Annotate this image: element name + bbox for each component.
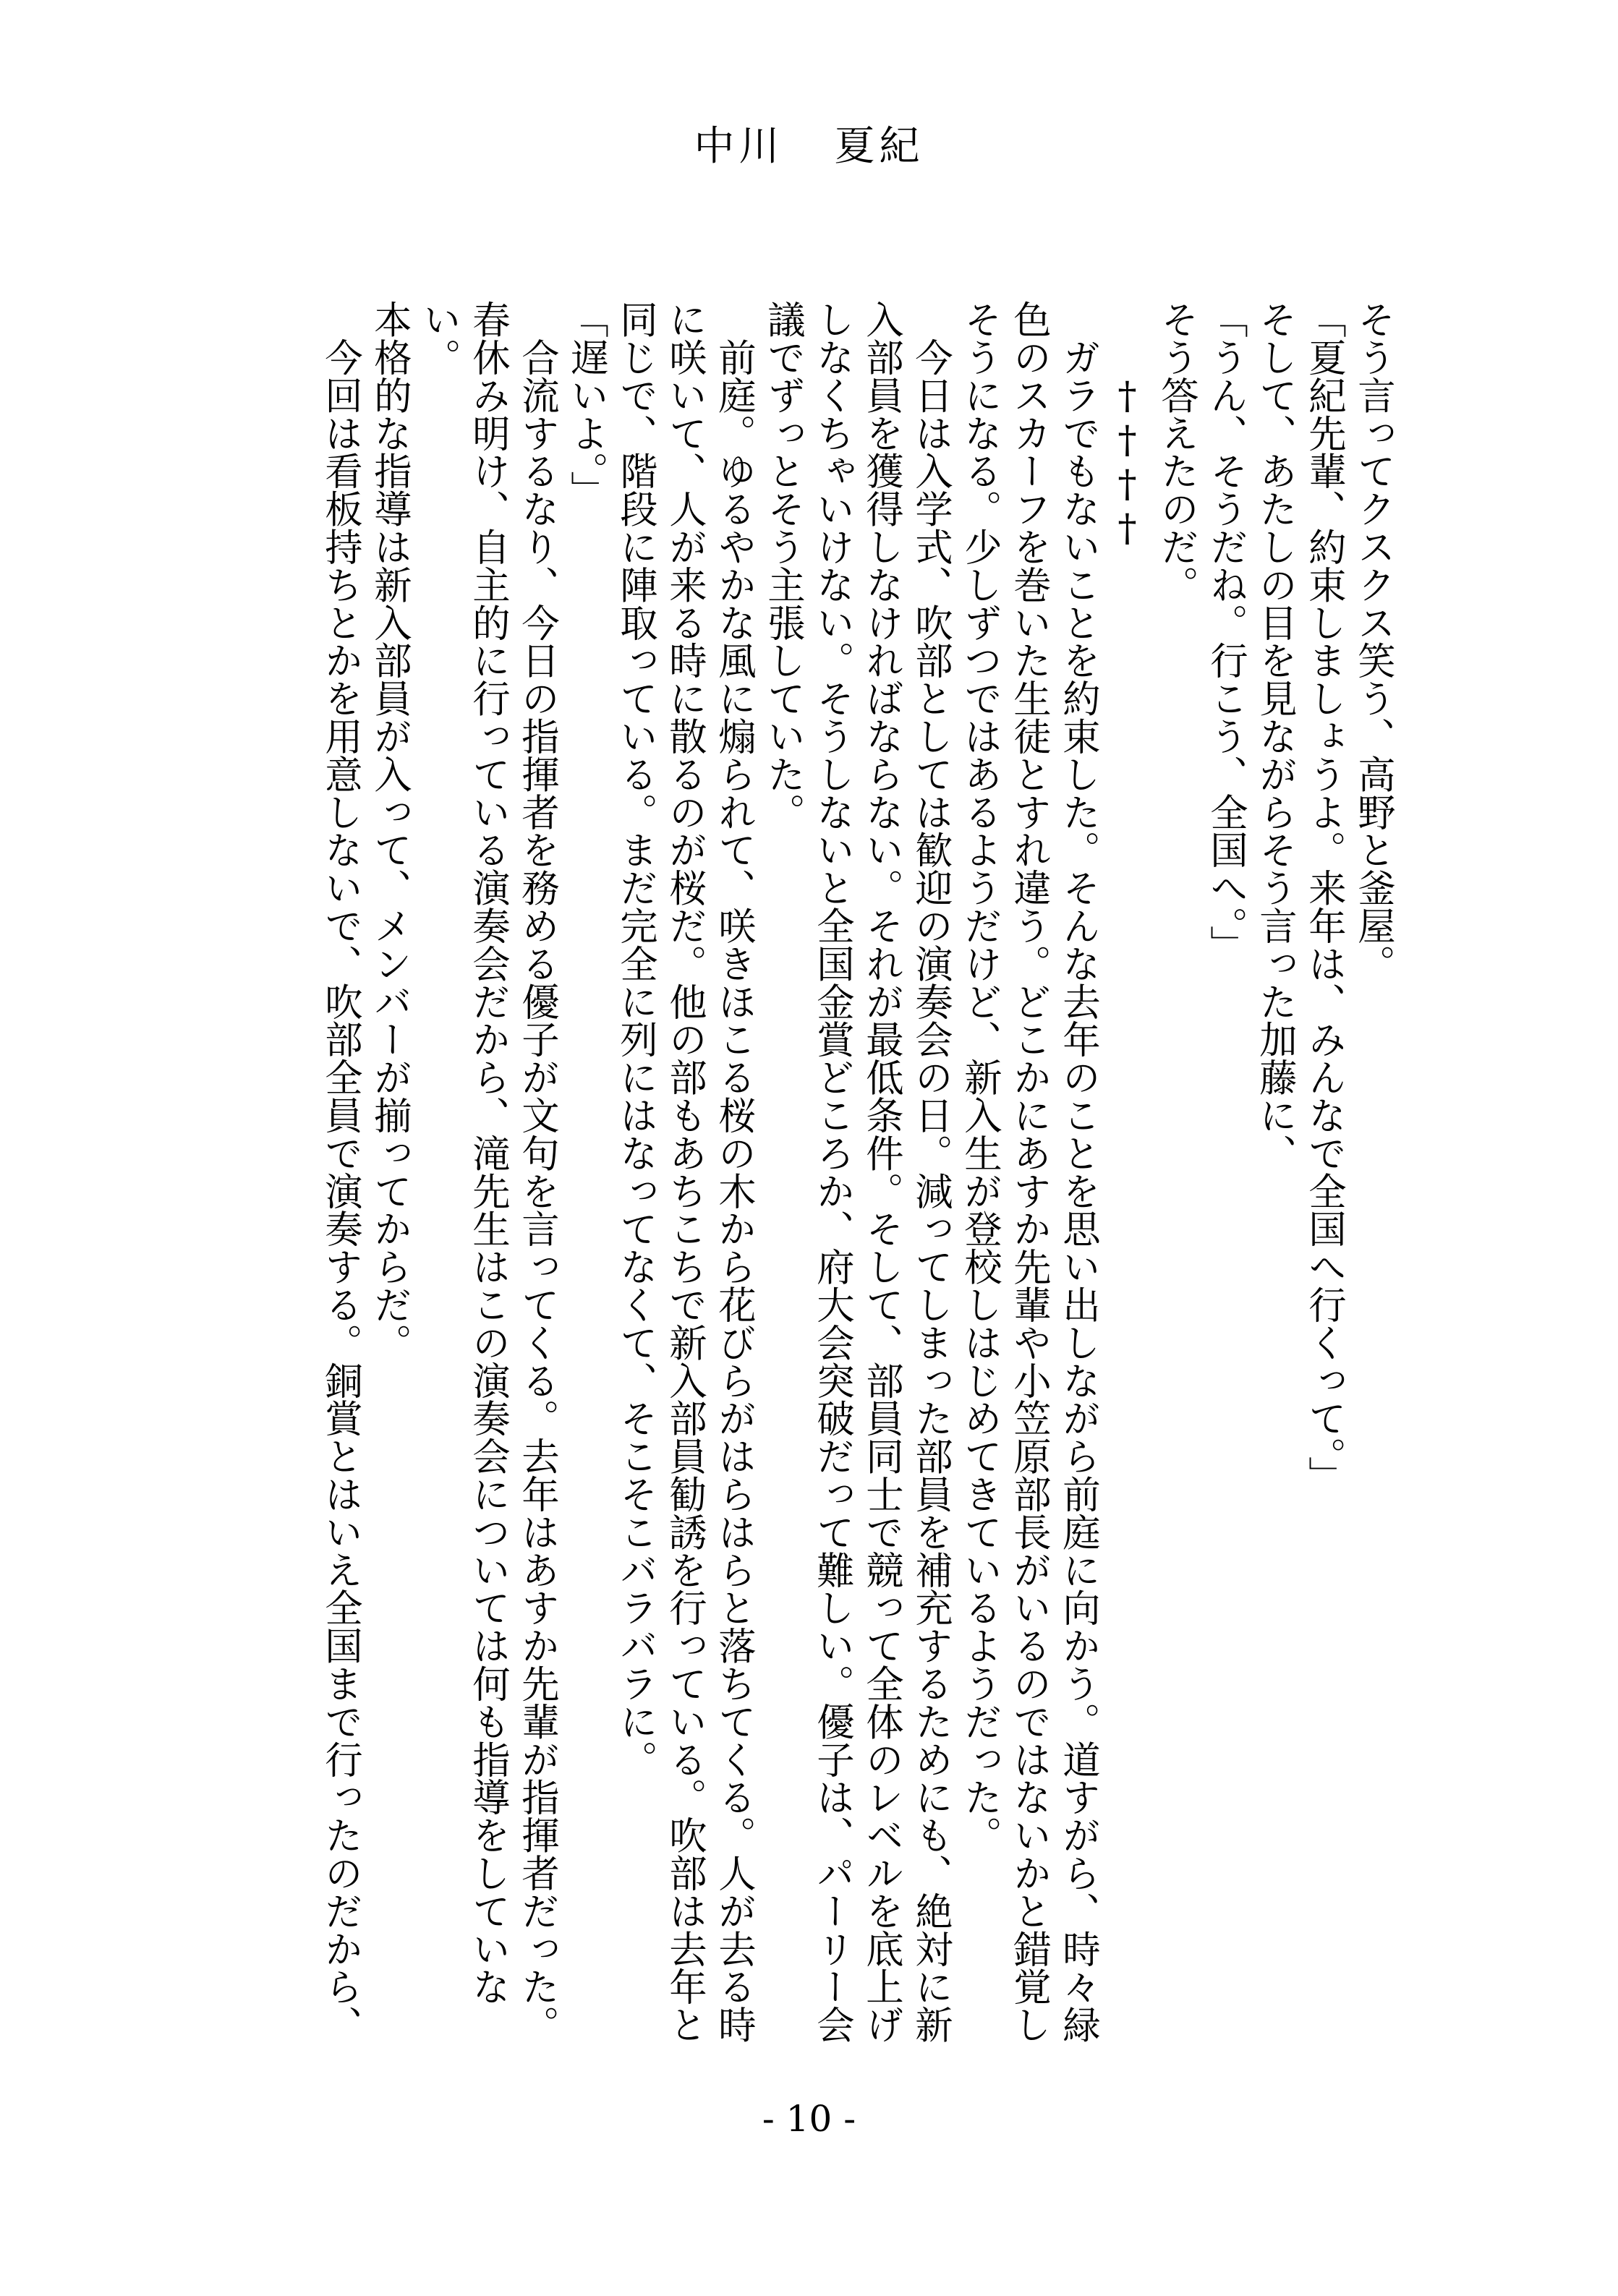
text-line: そう言ってクスクス笑う、高野と釜屋。 [1351,300,1395,983]
page-number: - 10 - [762,2098,856,2140]
text-line: しなくちゃいけない。そうしないと全国金賞どころか、府大会突破だって難しい。優子は、パーリー会 [810,300,854,2044]
text-line: 議でずっとそう主張していた。 [761,300,805,831]
text-line: 同じで、階段に陣取っている。まだ完全に列にはなってなくて、そこそこバラバラに。 [613,300,657,1778]
text-line: 「夏紀先輩、約束しましょうよ。来年は、みんなで全国へ行くって。」 [1302,300,1346,1494]
text-line: 合流するなり、今日の指揮者を務める優子が文句を言ってくる。去年はあすか先輩が指揮者だった。 [515,300,559,2044]
text-line: 今日は入学式、吹部としては歓迎の演奏会の日。減ってしまった部員を補充するためにも、絶対に新 [908,300,953,2044]
text-line: そう答えたのだ。 [1154,300,1198,604]
text-line: ガラでもないことを約束した。そんな去年のことを思い出しながら前庭に向かう。道すがら、時々緑 [1056,300,1100,2044]
text-line: 「うん、そうだね。行こう、全国へ。」 [1204,300,1248,963]
text-line: 今回は看板持ちとかを用意しないで、吹部全員で演奏する。銅賞とはいえ全国まで行ったのだから、 [318,300,362,2044]
page-header [0,123,1618,170]
vertical-text-body [315,300,1397,2072]
author-family-name: 中川 [694,123,784,170]
text-line: そうになる。少しずつではあるようだけど、新入生が登校しはじめてきているようだった。 [958,300,1002,1854]
text-line: 前庭。ゆるやかな風に煽られて、咲きほこる桜の木から花びらがはらはらと落ちてくる。人が去る時 [712,300,756,2044]
text-line: 入部員を獲得しなければならない。それが最低条件。そして、部員同士で競って全体のレベルを底上げ [859,300,903,2044]
text-line: 春休み明け、自主的に行っている演奏会だから、滝先生はこの演奏会については何も指導をしていない。 [417,300,510,2005]
text-line: そして、あたしの目を見ながらそう言った加藤に、 [1253,300,1297,1172]
text-line: 色のスカーフを巻いた生徒とすれ違う。どこかにあすか先輩や小笠原部長がいるのではないかと錯覚し [1007,300,1051,2044]
text-line: 「遅いよ。」 [564,300,608,509]
section-separator: †††† [1105,374,1149,550]
text-line: 本格的な指導は新入部員が入って、メンバーが揃ってからだ。 [367,300,412,1362]
text-line: に咲いて、人が来る時に散るのが桜だ。他の部もあちこちで新入部員勧誘を行っている。吹部は去年と [663,300,707,2044]
author-given-name: 夏紀 [834,123,924,170]
